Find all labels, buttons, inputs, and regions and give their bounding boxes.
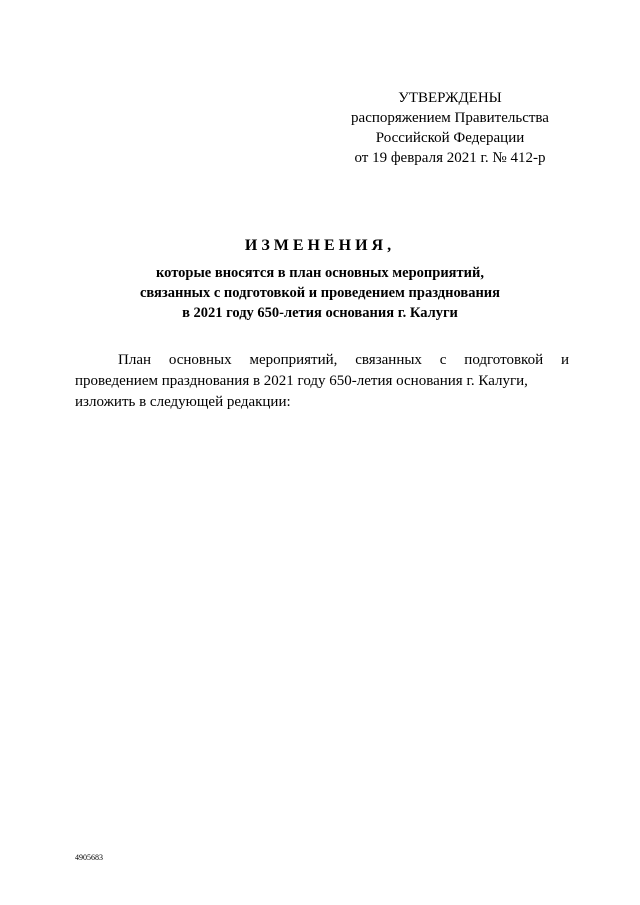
body-word: подготовкой bbox=[464, 352, 544, 368]
body-word: и bbox=[560, 352, 569, 368]
body-line-3: изложить в следующей редакции: bbox=[75, 394, 291, 410]
approval-authority: распоряжением Правительства bbox=[351, 110, 549, 126]
body-line-2: проведением празднования в 2021 году 650-летия основания г. Калуги, bbox=[75, 373, 528, 389]
approval-title: УТВЕРЖДЕНЫ bbox=[398, 90, 502, 106]
subtitle-line-1: которые вносятся в план основных мероприятий, bbox=[156, 265, 484, 281]
subtitle-line-2: связанных с подготовкой и проведением празднования bbox=[139, 285, 501, 301]
body-word: План bbox=[118, 352, 152, 368]
document-code: 4905683 bbox=[75, 853, 103, 862]
body-word: связанных bbox=[355, 352, 422, 368]
document-title-block bbox=[100, 235, 540, 323]
body-paragraph bbox=[75, 350, 569, 413]
document-subtitle bbox=[100, 263, 540, 323]
body-line-1 bbox=[75, 350, 569, 371]
approval-country: Российской Федерации bbox=[375, 130, 525, 146]
document-heading: ИЗМЕНЕНИЯ, bbox=[244, 237, 396, 254]
body-word: основных bbox=[168, 352, 232, 368]
approval-block bbox=[330, 88, 570, 168]
approval-date-number: от 19 февраля 2021 г. № 412-р bbox=[354, 150, 546, 166]
subtitle-line-3: в 2021 году 650-летия основания г. Калуги bbox=[182, 305, 458, 321]
body-word: мероприятий, bbox=[249, 352, 338, 368]
body-word: с bbox=[439, 352, 447, 368]
